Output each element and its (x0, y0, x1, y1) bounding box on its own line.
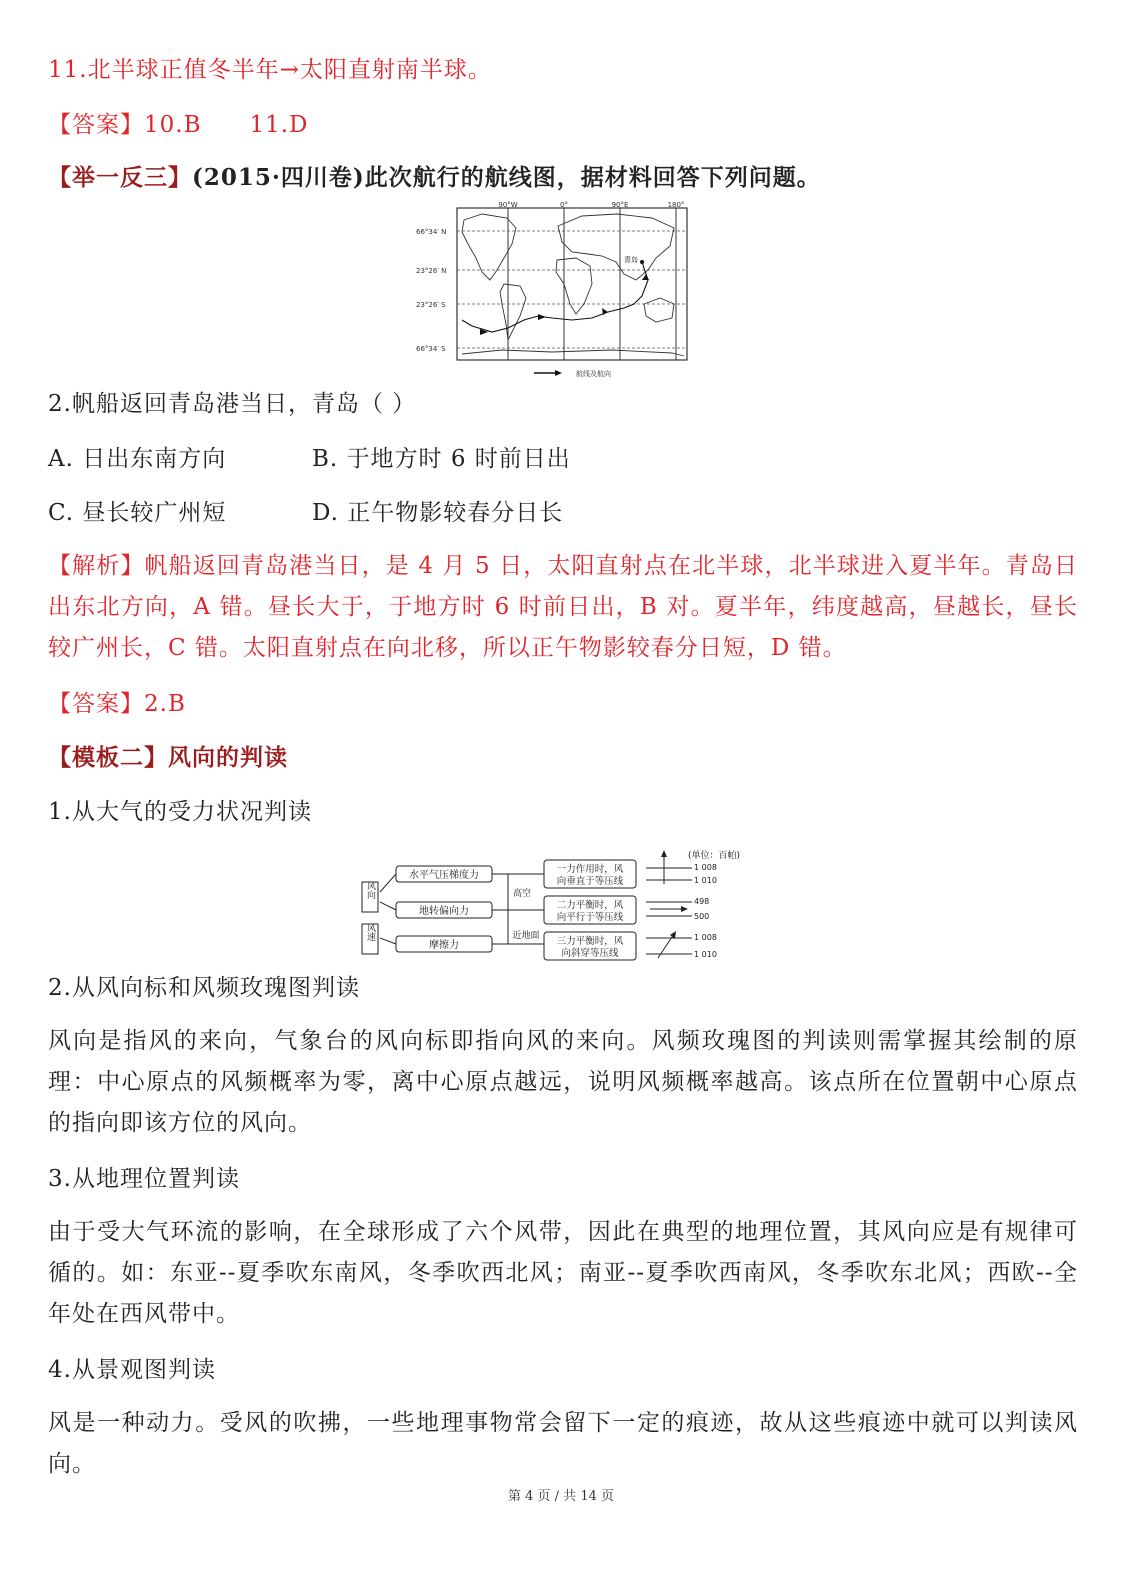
answer-label: 【答案】 (48, 112, 144, 138)
section-1-title: 1.从大气的受力状况判读 (48, 799, 312, 825)
option-b: B. 于地方时 6 时前日出 (312, 446, 571, 472)
force3-label: 摩擦力 (429, 940, 459, 951)
section-3-title: 3.从地理位置判读 (48, 1166, 240, 1192)
page-footer: 第 4 页 / 共 14 页 (508, 1489, 614, 1504)
case1-line1: 一力作用时，风 (556, 864, 624, 875)
iso1-b: 1 010 (694, 876, 717, 885)
option-a: A. 日出东南方向 (48, 446, 227, 472)
high-altitude-label: 高空 (512, 889, 532, 899)
iso3-a: 1 008 (694, 933, 717, 942)
answer2-label: 【答案】 (48, 691, 144, 717)
option-d: D. 正午物影较春分日长 (312, 500, 564, 526)
isobar-1-arrow (661, 850, 667, 857)
case1-line2: 向垂直于等压线 (556, 876, 624, 887)
lon-label-180: 180° (667, 201, 685, 209)
section-4-title: 4.从景观图判读 (48, 1357, 216, 1383)
lon-label-0: 0° (560, 201, 568, 209)
q11-explanation: 11.北半球正值冬半年→太阳直射南半球。 (48, 57, 492, 83)
section-2-paragraph: 风向是指风的来向，气象台的风向标即指向风的来向。风频玫瑰图的判读则需掌握其绘制的原理：中心原点的风频概率为零，离中心原点越远，说明风频概率越高。该点所在位置朝中心原点的指向即该方位的风向。 (48, 1028, 1078, 1136)
route-map (412, 200, 692, 382)
case3-line2: 向斜穿等压线 (561, 948, 619, 959)
qingdao-label: 青岛 (624, 256, 638, 264)
option-c: C. 昼长较广州短 (48, 500, 227, 526)
analysis-paragraph (48, 546, 1078, 669)
section-3-paragraph: 由于受大气环流的影响，在全球形成了六个风带，因此在典型的地理位置，其风向应是有规律可循的。如：东亚--夏季吹东南风，冬季吹西北风；南亚--夏季吹西南风，冬季吹东北风；西欧--全年处在西风带中。 (48, 1219, 1078, 1327)
example-heading (48, 163, 821, 193)
unit-label: (单位：百帕) (687, 851, 741, 861)
legend-label: 航线及航向 (576, 370, 611, 378)
force-diagram (358, 846, 758, 964)
case3-line1: 三力平衡时，风 (556, 936, 624, 947)
section-4-paragraph: 风是一种动力。受风的吹拂，一些地理事物常会留下一定的痕迹，故从这些痕迹中就可以判读风向。 (48, 1410, 1078, 1477)
analysis-text: 帆船返回青岛港当日，是 4 月 5 日，太阳直射点在北半球，北半球进入夏半年。青岛日出东北方向，A 错。昼长大于，于地方时 6 时前日出，B 对。夏半年，纬度越高，昼越长，昼长较广州长，C 错。太阳直射点在向北移，所以正午物影较春分日短，D 错。 (48, 553, 1079, 661)
isobar-panel-1 (646, 854, 692, 884)
question-stem: 2.帆船返回青岛港当日，青岛（ ） (48, 391, 417, 417)
template2-label: 【模板二】 (48, 744, 168, 771)
wind-speed-label: 风速 (365, 923, 375, 941)
case2-line2: 向平行于等压线 (556, 912, 624, 923)
answer2-value: 2.B (144, 691, 186, 717)
template2-title: 风向的判读 (168, 744, 288, 771)
lon-label-90e: 90°E (611, 201, 629, 209)
template2-heading (48, 743, 288, 773)
force2-label: 地转偏向力 (419, 906, 469, 917)
lat-label-cancer: 23°26′ N (416, 267, 447, 275)
wind-dir-label: 风向 (365, 881, 375, 899)
section-2-title: 2.从风向标和风频玫瑰图判读 (48, 975, 360, 1001)
answer-11: 11.D (249, 112, 309, 138)
answer-10: 10.B (144, 112, 202, 138)
qingdao-point (640, 260, 644, 264)
isobar-2-arrow (681, 906, 688, 912)
iso3-b: 1 010 (694, 950, 717, 959)
lat-label-arctic: 66°34′ N (416, 228, 447, 236)
example-text: (2015·四川卷)此次航行的航线图，据材料回答下列问题。 (192, 164, 821, 191)
answer-line-2 (48, 689, 186, 719)
isobar-panel-3 (646, 934, 692, 958)
legend-arrow-head (555, 370, 562, 376)
iso2-b: 500 (694, 912, 710, 921)
answer-line-1 (48, 110, 309, 140)
lat-label-capricorn: 23°26′ S (416, 301, 446, 309)
case2-line1: 二力平衡时，风 (556, 900, 624, 911)
example-label: 【举一反三】 (48, 164, 192, 191)
force1-label: 水平气压梯度力 (409, 870, 479, 881)
lat-label-antarctic: 66°34′ S (416, 345, 446, 353)
lon-label-90w: 90°W (498, 201, 518, 209)
iso2-a: 498 (694, 897, 710, 906)
analysis-label: 【解析】 (48, 553, 145, 579)
iso1-a: 1 008 (694, 863, 717, 872)
near-ground-label: 近地面 (512, 931, 540, 941)
